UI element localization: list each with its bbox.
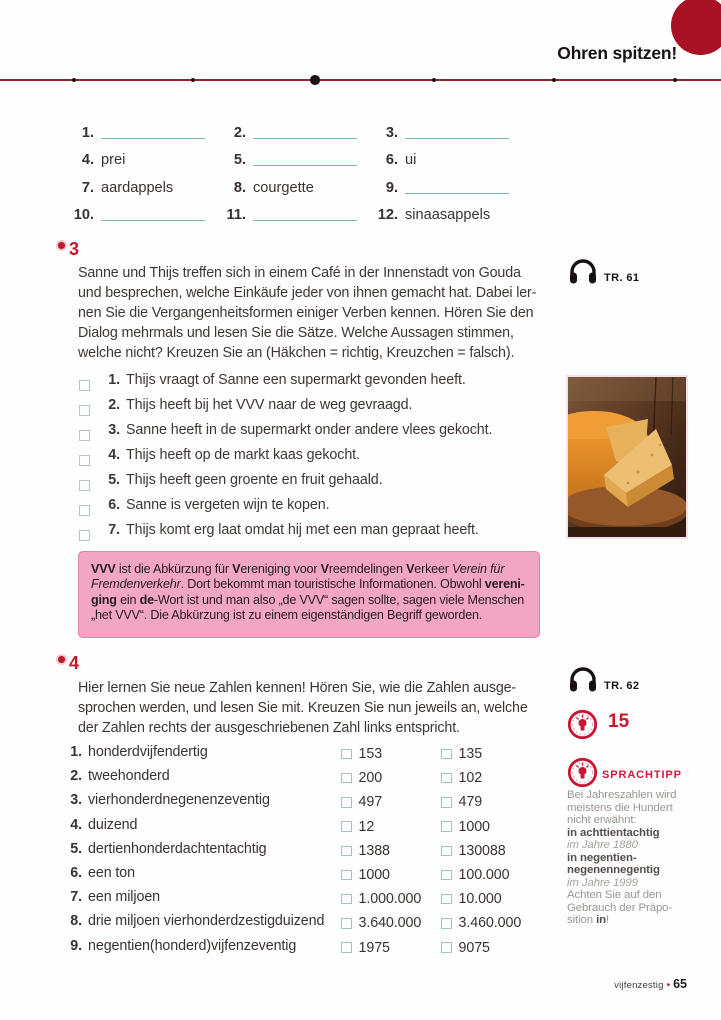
paragraph-line: Dialog mehrmals und lesen Sie die Sätze. Welche Aussagen stimmen, [78, 325, 514, 341]
row-number: 8. [70, 913, 82, 930]
vocab-item [66, 171, 218, 199]
vocab-item-number: 6. [385, 152, 398, 169]
checkbox[interactable] [79, 380, 90, 391]
option-value: 1975 [358, 939, 390, 956]
checkbox[interactable] [79, 405, 90, 416]
tip-line: in negentien- [567, 851, 637, 864]
paragraph-line: welche nicht? Kreuzen Sie an (Häkchen = richtig, Kreuzchen = falsch). [78, 345, 515, 361]
paragraph-line: sprochen werden, und lesen Sie mit. Kreuzen Sie nun jeweils an, welche [78, 700, 528, 716]
vocab-answer-text: prei [101, 152, 126, 169]
option-1 [341, 867, 390, 883]
option-2 [441, 843, 506, 859]
option-2 [441, 915, 521, 931]
number-row [64, 913, 542, 937]
checkbox[interactable] [441, 821, 452, 832]
exercise-bullet-icon [58, 656, 65, 663]
sprachtipp-label: SPRACHTIPP [602, 769, 682, 781]
checkbox[interactable] [441, 942, 452, 953]
statement-number: 1. [108, 372, 120, 388]
checkbox[interactable] [341, 821, 352, 832]
checkbox[interactable] [441, 918, 452, 929]
paragraph-line: der Zahlen rechts der ausgeschriebenen Zahl links entspricht. [78, 720, 460, 736]
vocab-item [218, 144, 370, 172]
lightbulb-icon [567, 709, 598, 740]
option-value: 10.000 [458, 891, 502, 908]
exercise4-instructions [78, 678, 558, 738]
number-row [64, 841, 542, 865]
option-value: 153 [358, 746, 383, 762]
divider-dot-large [310, 75, 320, 85]
checkbox[interactable] [79, 530, 90, 541]
vocab-item-number: 4. [81, 152, 94, 169]
vocab-item [218, 171, 370, 199]
checkbox[interactable] [79, 505, 90, 516]
option-value: 135 [458, 746, 483, 762]
number-row [64, 768, 542, 792]
vocab-item [370, 171, 518, 199]
tip-line: nicht erwähnt: [567, 814, 637, 826]
audio-track-label: TR. 62 [604, 680, 640, 692]
option-1 [341, 819, 374, 835]
row-number: 4. [70, 816, 82, 833]
statement-row [79, 497, 549, 522]
option-2 [441, 940, 490, 956]
answer-blank-line[interactable] [253, 165, 357, 166]
vocab-answer-text: sinaasappels [405, 207, 491, 224]
divider-dot [673, 78, 678, 83]
row-number: 6. [70, 864, 82, 881]
number-row [64, 792, 542, 816]
tip-line: Bei Jahreszahlen wird [567, 789, 677, 801]
statement-row [79, 397, 549, 422]
vocab-item-number: 11. [226, 207, 246, 224]
checkbox[interactable] [341, 773, 352, 784]
option-1 [341, 843, 390, 859]
tip-line: Gebrauch der Präpo- [567, 901, 673, 914]
number-word: honderdvijfendertig [88, 744, 208, 760]
vocab-item [66, 199, 218, 227]
checkbox[interactable] [441, 749, 452, 760]
answer-blank-line[interactable] [253, 220, 357, 221]
exercise3-number: 3 [69, 239, 80, 259]
page-number: 65 [673, 977, 687, 991]
info-box-line: ging ein de-Wort ist und man also „de VVV“ sagen sollte, sagen viele Menschen [91, 592, 525, 607]
vocab-item-number: 7. [81, 179, 94, 196]
tip-number: 15 [608, 711, 630, 732]
option-value: 1000 [358, 866, 390, 883]
vocab-item [370, 199, 518, 227]
statement-row [79, 372, 549, 397]
checkbox[interactable] [79, 430, 90, 441]
gouda-cheese-photo [568, 377, 686, 537]
checkbox[interactable] [341, 894, 352, 905]
sprachtipp-text [567, 789, 707, 927]
statement-text: Sanne heeft in de supermarkt onder andere vlees gekocht. [126, 422, 493, 438]
answer-blank-line[interactable] [405, 193, 509, 194]
vocab-item [66, 116, 218, 144]
option-value: 479 [458, 794, 483, 811]
page-footer [614, 977, 687, 991]
checkbox[interactable] [441, 846, 452, 857]
checkbox[interactable] [341, 749, 352, 760]
number-matching-table [64, 744, 542, 962]
statement-number: 2. [108, 397, 120, 413]
option-value: 3.640.000 [358, 915, 422, 932]
row-number: 5. [70, 840, 82, 857]
option-2 [441, 770, 482, 786]
vocab-item [218, 116, 370, 144]
number-word: negentien(honderd)vijfenzeventig [88, 937, 297, 954]
statement-text: Thijs heeft op de markt kaas gekocht. [126, 447, 360, 463]
number-word: drie miljoen vierhonderdzestigduizend [88, 913, 325, 930]
checkbox[interactable] [341, 918, 352, 929]
option-value: 9075 [458, 939, 490, 956]
checkbox[interactable] [441, 797, 452, 808]
option-value: 497 [358, 794, 383, 811]
option-value: 3.460.000 [458, 915, 522, 932]
vocab-item-number: 1. [81, 124, 94, 141]
lightbulb-icon [567, 757, 598, 788]
corner-circle-decoration [671, 0, 721, 55]
statement-number: 3. [108, 422, 120, 438]
footer-dot-icon: • [666, 980, 671, 991]
statement-text: Thijs komt erg laat omdat hij met een man gepraat heeft. [126, 522, 479, 538]
tip-line: negenennegentig [567, 864, 660, 876]
number-row [64, 744, 542, 768]
vocab-answer-grid [66, 116, 518, 226]
statement-row [79, 447, 549, 472]
tip-line: im Jahre 1880 [567, 839, 638, 851]
number-word: duizend [88, 816, 138, 833]
paragraph-line: nen Sie die Vergangenheitsformen einiger Verben kennen. Hören Sie den [78, 305, 534, 321]
statement-text: Thijs heeft geen groente en fruit gehaald. [126, 472, 383, 488]
paragraph-line: und besprechen, welche Einkäufe jeder von ihnen gemacht hat. Dabei ler- [78, 285, 537, 301]
audio-track-label: TR. 61 [604, 272, 640, 284]
checkbox[interactable] [341, 846, 352, 857]
statement-number: 5. [108, 472, 120, 488]
option-value: 102 [458, 770, 483, 787]
checkbox[interactable] [441, 870, 452, 881]
checkbox[interactable] [441, 773, 452, 784]
number-word: een miljoen [88, 889, 161, 906]
answer-blank-line[interactable] [253, 138, 357, 139]
statement-number: 7. [108, 522, 120, 538]
vocab-item [370, 116, 518, 144]
row-number: 3. [70, 792, 82, 809]
vocab-item-number: 5. [233, 152, 246, 169]
exercise4-number: 4 [69, 653, 80, 673]
row-number: 7. [70, 889, 82, 906]
option-1 [341, 891, 421, 907]
option-1 [341, 770, 382, 786]
exercise3-instructions [78, 263, 558, 363]
option-value: 130088 [458, 842, 506, 859]
option-2 [441, 891, 502, 907]
info-box-line: VVV ist die Abkürzung für Vereniging voor Vreemdelingen Verkeer Verein für [91, 562, 505, 576]
option-value: 200 [358, 770, 383, 787]
vocab-item [218, 199, 370, 227]
tip-line: im Jahre 1999 [567, 876, 638, 889]
statement-number: 4. [108, 447, 120, 463]
number-row [64, 865, 542, 889]
headphones-icon [566, 663, 600, 697]
vocab-item-number: 3. [385, 124, 398, 141]
tip-line: meistens die Hundert [567, 801, 673, 814]
divider-dot [432, 78, 437, 83]
vocab-item [370, 144, 518, 172]
info-box-line: Fremdenverkehr. Dort bekommt man touristische Informationen. Obwohl vereni- [91, 577, 525, 592]
divider-dot [191, 78, 196, 83]
checkbox[interactable] [341, 797, 352, 808]
statement-number: 6. [108, 497, 120, 513]
checkbox[interactable] [79, 480, 90, 491]
checkbox[interactable] [341, 870, 352, 881]
vocab-item-number: 12. [377, 207, 398, 224]
number-row [64, 938, 542, 962]
vocab-answer-text: ui [405, 152, 417, 169]
row-number: 2. [70, 768, 82, 785]
row-number: 1. [70, 744, 82, 760]
statement-text: Thijs heeft bij het VVV naar de weg gevraagd. [126, 397, 413, 413]
exercise3-statements [79, 372, 549, 547]
vocab-item-number: 9. [385, 179, 398, 196]
header-divider-line [0, 79, 721, 81]
answer-blank-line[interactable] [101, 138, 205, 139]
tip-line: in achttientachtig [567, 826, 660, 839]
option-1 [341, 915, 421, 931]
info-box-line: „het VVV“. Die Abkürzung ist zu einem eigenständigen Begriff geworden. [91, 607, 483, 622]
headphones-icon [566, 255, 600, 289]
vvv-info-box [78, 551, 540, 638]
paragraph-line: Sanne und Thijs treffen sich in einem Café in der Innenstadt von Gouda [78, 265, 521, 281]
vocab-item-number: 10. [73, 207, 94, 224]
page-section-title: Ohren spitzen! [557, 43, 677, 63]
statement-row [79, 422, 549, 447]
checkbox[interactable] [441, 894, 452, 905]
option-value: 100.000 [458, 866, 510, 883]
option-value: 12 [358, 818, 375, 835]
row-number: 9. [70, 937, 82, 954]
option-value: 1388 [358, 842, 390, 859]
vocab-item-number: 8. [233, 179, 246, 196]
option-1 [341, 746, 382, 762]
option-value: 1.000.000 [358, 891, 422, 908]
tip-line: sition in! [567, 914, 610, 926]
exercise-bullet-icon [58, 242, 65, 249]
checkbox[interactable] [79, 455, 90, 466]
answer-blank-line[interactable] [405, 138, 509, 139]
option-1 [341, 940, 390, 956]
option-2 [441, 746, 482, 762]
statement-row [79, 522, 549, 547]
vocab-answer-text: aardappels [101, 179, 174, 196]
divider-dot [552, 78, 557, 83]
vocab-item-number: 2. [233, 124, 246, 141]
statement-row [79, 472, 549, 497]
page-number-word: vijfenzestig [614, 980, 664, 991]
answer-blank-line[interactable] [101, 220, 205, 221]
checkbox[interactable] [341, 942, 352, 953]
option-1 [341, 794, 382, 810]
paragraph-line: Hier lernen Sie neue Zahlen kennen! Hören Sie, wie die Zahlen ausge- [78, 680, 517, 696]
number-word: tweehonderd [88, 768, 170, 785]
vocab-item [66, 144, 218, 172]
statement-text: Sanne is vergeten wijn te kopen. [126, 497, 330, 513]
vocab-answer-text: courgette [253, 179, 314, 196]
number-word: vierhonderdnegenenzeventig [88, 792, 270, 809]
tip-line: Achten Sie auf den [567, 889, 662, 901]
number-row [64, 889, 542, 913]
option-2 [441, 867, 509, 883]
option-2 [441, 794, 482, 810]
option-value: 1000 [458, 818, 490, 835]
option-2 [441, 819, 490, 835]
number-word: dertienhonderdachtentachtig [88, 840, 267, 857]
divider-dot [72, 78, 77, 83]
number-word: een ton [88, 864, 136, 881]
statement-text: Thijs vraagt of Sanne een supermarkt gevonden heeft. [126, 372, 466, 388]
number-row [64, 817, 542, 841]
